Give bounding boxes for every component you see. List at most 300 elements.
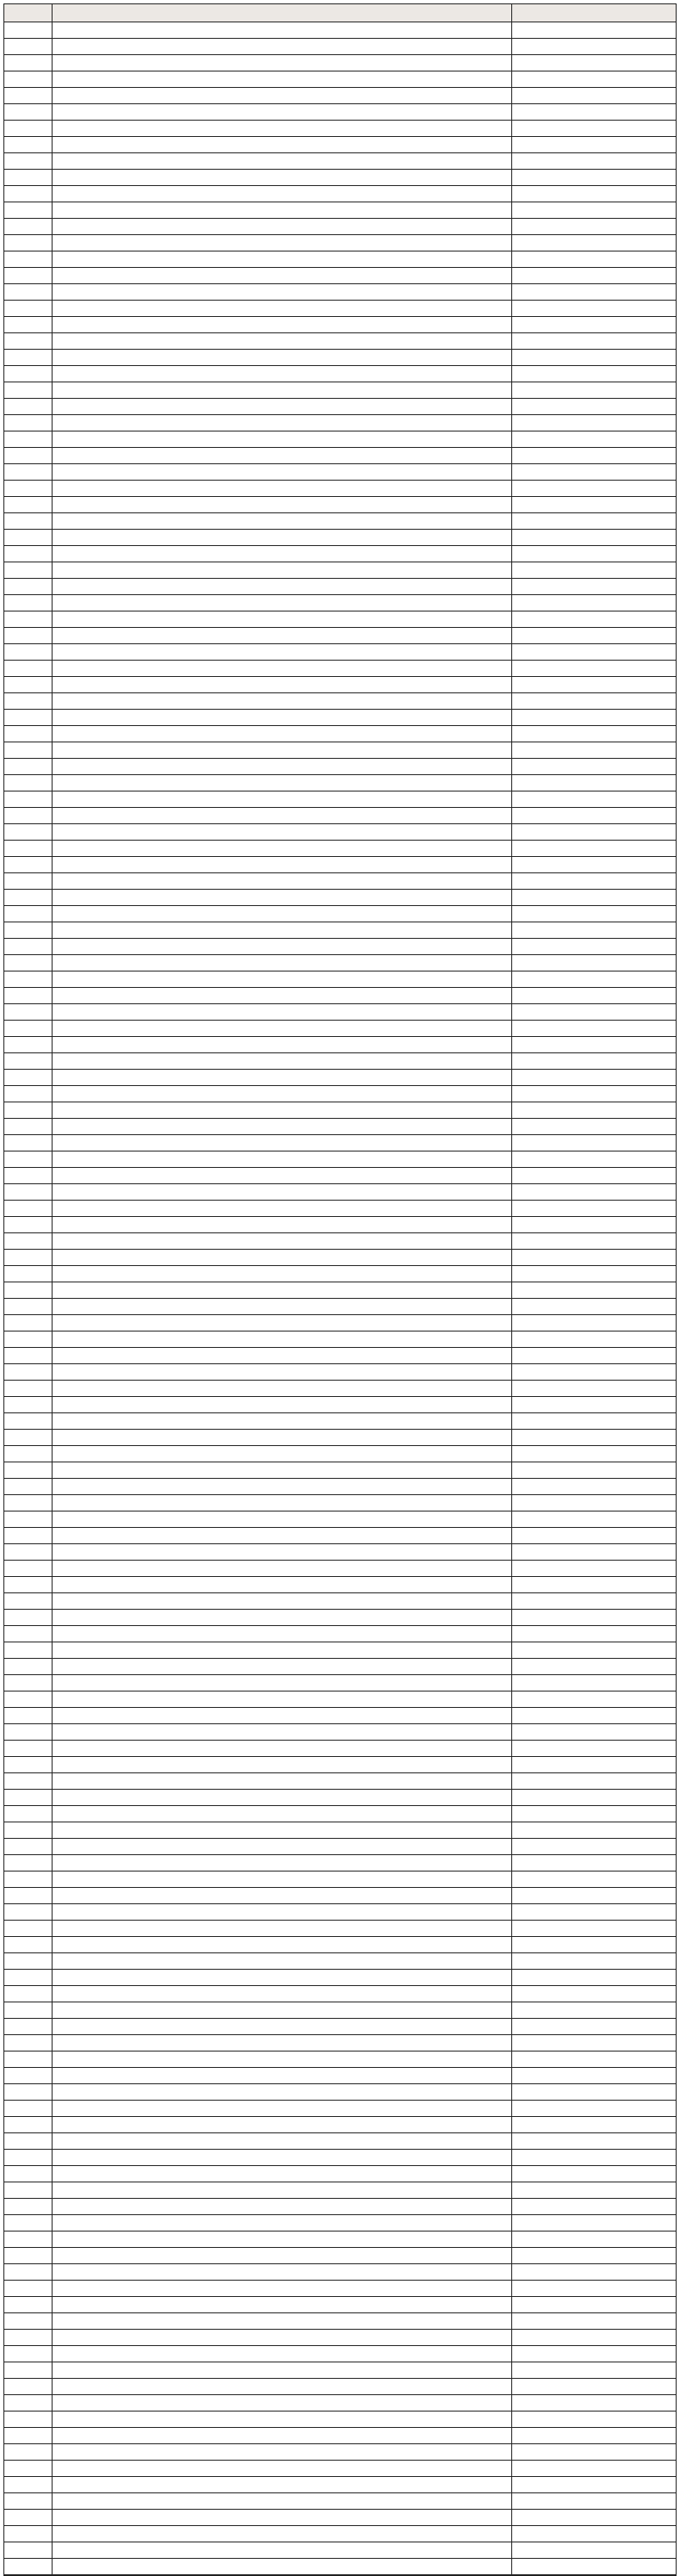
example-cell	[512, 1184, 676, 1200]
code-cell	[4, 1086, 53, 1102]
code-cell	[4, 2199, 53, 2214]
code-cell	[4, 284, 53, 300]
example-cell	[512, 988, 676, 1003]
example-cell	[512, 2330, 676, 2345]
example-cell	[512, 382, 676, 398]
example-cell	[512, 890, 676, 905]
example-cell	[512, 611, 676, 627]
code-cell	[4, 1119, 53, 1134]
code-cell	[4, 1822, 53, 1838]
table-row	[4, 1822, 676, 1839]
table-row	[4, 1135, 676, 1151]
description-cell	[53, 1021, 512, 1036]
table-row	[4, 88, 676, 104]
example-cell	[512, 219, 676, 234]
description-cell	[53, 366, 512, 382]
code-cell	[4, 1626, 53, 1642]
code-cell	[4, 1986, 53, 2002]
description-cell	[53, 1659, 512, 1674]
description-cell	[53, 1282, 512, 1298]
code-cell	[4, 677, 53, 692]
example-cell	[512, 366, 676, 382]
description-cell	[53, 2379, 512, 2394]
description-cell	[53, 726, 512, 742]
code-cell	[4, 55, 53, 71]
table-row	[4, 1757, 676, 1773]
table-row	[4, 1708, 676, 1724]
code-cell	[4, 2051, 53, 2067]
code-cell	[4, 137, 53, 152]
description-cell	[53, 251, 512, 267]
description-cell	[53, 235, 512, 251]
example-cell	[512, 1773, 676, 1789]
code-column-header	[4, 4, 53, 22]
table-row	[4, 1626, 676, 1642]
description-cell	[53, 431, 512, 447]
code-cell	[4, 317, 53, 332]
table-row	[4, 1266, 676, 1282]
description-cell	[53, 562, 512, 578]
example-cell	[512, 2264, 676, 2280]
example-cell	[512, 2297, 676, 2312]
description-cell	[53, 1544, 512, 1560]
example-cell	[512, 2542, 676, 2558]
example-cell	[512, 1544, 676, 1560]
example-cell	[512, 1364, 676, 1380]
table-row	[4, 1201, 676, 1217]
description-cell	[53, 1364, 512, 1380]
example-cell	[512, 693, 676, 709]
code-cell	[4, 1184, 53, 1200]
code-cell	[4, 1921, 53, 1936]
example-cell	[512, 88, 676, 103]
description-cell	[53, 2166, 512, 2182]
table-row	[4, 1397, 676, 1413]
description-cell	[53, 350, 512, 365]
description-cell	[53, 2330, 512, 2345]
code-cell	[4, 1642, 53, 1658]
example-cell	[512, 121, 676, 136]
example-cell	[512, 415, 676, 431]
description-cell	[53, 2117, 512, 2132]
description-cell	[53, 1871, 512, 1887]
code-cell	[4, 2084, 53, 2100]
table-row	[4, 1970, 676, 1986]
description-cell	[53, 2395, 512, 2411]
table-row	[4, 988, 676, 1004]
example-cell	[512, 2362, 676, 2378]
example-cell	[512, 2150, 676, 2165]
code-cell	[4, 1904, 53, 1920]
example-cell	[512, 1708, 676, 1723]
table-row	[4, 1168, 676, 1184]
example-cell	[512, 1102, 676, 1118]
example-cell	[512, 170, 676, 185]
table-row	[4, 906, 676, 922]
description-cell	[53, 513, 512, 529]
example-cell	[512, 2035, 676, 2051]
code-cell	[4, 2493, 53, 2509]
example-cell	[512, 71, 676, 87]
description-cell	[53, 2542, 512, 2558]
example-cell	[512, 857, 676, 872]
description-cell	[53, 955, 512, 971]
code-cell	[4, 1888, 53, 1903]
example-cell	[512, 1741, 676, 1756]
table-row	[4, 1806, 676, 1822]
description-cell	[53, 39, 512, 54]
table-row	[4, 2297, 676, 2313]
table-row	[4, 2346, 676, 2362]
example-cell	[512, 759, 676, 774]
table-row	[4, 2182, 676, 2199]
example-cell	[512, 1855, 676, 1871]
example-cell	[512, 1348, 676, 1363]
description-cell	[53, 2215, 512, 2231]
table-row	[4, 1299, 676, 1315]
description-cell	[53, 1953, 512, 1969]
code-cell	[4, 415, 53, 431]
description-cell	[53, 2297, 512, 2312]
table-row	[4, 726, 676, 742]
table-row	[4, 268, 676, 284]
description-cell	[53, 1135, 512, 1151]
table-row	[4, 1724, 676, 1741]
table-row	[4, 1004, 676, 1021]
code-cell	[4, 2231, 53, 2247]
description-cell	[53, 284, 512, 300]
code-cell	[4, 464, 53, 480]
code-cell	[4, 824, 53, 840]
description-cell	[53, 22, 512, 38]
table-row	[4, 1839, 676, 1855]
table-row	[4, 350, 676, 366]
code-cell	[4, 88, 53, 103]
example-cell	[512, 1921, 676, 1936]
table-row	[4, 2313, 676, 2330]
table-row	[4, 611, 676, 628]
table-row	[4, 22, 676, 39]
table-row	[4, 39, 676, 55]
table-row	[4, 710, 676, 726]
table-row	[4, 55, 676, 71]
example-cell	[512, 579, 676, 594]
code-cell	[4, 1102, 53, 1118]
description-cell	[53, 1119, 512, 1134]
code-cell	[4, 1381, 53, 1396]
table-row	[4, 431, 676, 448]
description-cell	[53, 1184, 512, 1200]
code-cell	[4, 710, 53, 725]
description-cell	[53, 186, 512, 202]
code-cell	[4, 1299, 53, 1314]
description-cell	[53, 1986, 512, 2002]
table-row	[4, 1593, 676, 1610]
code-cell	[4, 2117, 53, 2132]
code-cell	[4, 1430, 53, 1445]
description-cell	[53, 481, 512, 496]
code-cell	[4, 2182, 53, 2198]
code-cell	[4, 2313, 53, 2329]
example-cell	[512, 2510, 676, 2525]
description-cell	[53, 497, 512, 512]
example-cell	[512, 1233, 676, 1249]
table-row	[4, 2084, 676, 2101]
table-row	[4, 1790, 676, 1806]
example-cell	[512, 1299, 676, 1314]
code-cell	[4, 742, 53, 758]
example-cell	[512, 333, 676, 349]
table-row	[4, 202, 676, 219]
table-row	[4, 857, 676, 873]
table-row	[4, 791, 676, 808]
code-cell	[4, 448, 53, 463]
example-cell	[512, 1151, 676, 1167]
code-cell	[4, 579, 53, 594]
code-cell	[4, 562, 53, 578]
code-cell	[4, 971, 53, 987]
code-cell	[4, 2559, 53, 2574]
code-cell	[4, 350, 53, 365]
example-cell	[512, 2199, 676, 2214]
code-cell	[4, 497, 53, 512]
table-row	[4, 628, 676, 644]
description-cell	[53, 2444, 512, 2460]
example-cell	[512, 202, 676, 218]
table-row	[4, 399, 676, 415]
example-cell	[512, 235, 676, 251]
example-cell	[512, 661, 676, 676]
description-cell	[53, 170, 512, 185]
description-cell	[53, 1921, 512, 1936]
description-cell	[53, 742, 512, 758]
table-row	[4, 2051, 676, 2068]
description-cell	[53, 1642, 512, 1658]
description-cell	[53, 1381, 512, 1396]
description-cell	[53, 2264, 512, 2280]
code-cell	[4, 1855, 53, 1871]
description-cell	[53, 1839, 512, 1854]
example-cell	[512, 104, 676, 120]
example-cell	[512, 1201, 676, 1216]
code-cell	[4, 2215, 53, 2231]
code-cell	[4, 1691, 53, 1707]
code-cell	[4, 170, 53, 185]
table-row	[4, 1904, 676, 1921]
description-cell	[53, 2559, 512, 2574]
table-row	[4, 922, 676, 939]
description-cell	[53, 2002, 512, 2018]
table-row	[4, 1773, 676, 1790]
code-cell	[4, 1413, 53, 1429]
description-cell	[53, 1855, 512, 1871]
example-cell	[512, 677, 676, 692]
example-cell	[512, 1642, 676, 1658]
code-cell	[4, 1528, 53, 1543]
table-row	[4, 1921, 676, 1937]
example-cell	[512, 546, 676, 562]
description-cell	[53, 121, 512, 136]
code-cell	[4, 1315, 53, 1331]
table-row	[4, 595, 676, 611]
table-row	[4, 1151, 676, 1168]
description-cell	[53, 2068, 512, 2083]
description-cell	[53, 2346, 512, 2362]
description-cell	[53, 55, 512, 71]
table-row	[4, 1446, 676, 1462]
table-row	[4, 2493, 676, 2510]
table-row	[4, 104, 676, 121]
table-row	[4, 497, 676, 513]
code-cell	[4, 1970, 53, 1985]
code-cell	[4, 1135, 53, 1151]
example-cell	[512, 1691, 676, 1707]
table-row	[4, 333, 676, 350]
example-cell	[512, 644, 676, 660]
description-cell	[53, 1151, 512, 1167]
table-row	[4, 824, 676, 841]
code-cell	[4, 2101, 53, 2116]
example-cell	[512, 431, 676, 447]
description-cell	[53, 1888, 512, 1903]
example-cell	[512, 1053, 676, 1069]
example-cell	[512, 317, 676, 332]
table-row	[4, 1544, 676, 1561]
table-row	[4, 873, 676, 890]
table-row	[4, 317, 676, 333]
example-cell	[512, 153, 676, 169]
code-cell	[4, 1070, 53, 1085]
description-cell	[53, 104, 512, 120]
example-cell	[512, 2215, 676, 2231]
example-cell	[512, 448, 676, 463]
table-row	[4, 1642, 676, 1659]
code-cell	[4, 431, 53, 447]
example-cell	[512, 1593, 676, 1609]
example-cell	[512, 39, 676, 54]
description-cell	[53, 1528, 512, 1543]
description-cell	[53, 1233, 512, 1249]
table-row	[4, 1691, 676, 1708]
description-cell	[53, 1708, 512, 1723]
code-cell	[4, 1544, 53, 1560]
example-cell	[512, 22, 676, 38]
description-cell	[53, 1741, 512, 1756]
description-cell	[53, 922, 512, 938]
code-cell	[4, 301, 53, 316]
description-cell	[53, 2150, 512, 2165]
code-cell	[4, 1511, 53, 1527]
code-cell	[4, 22, 53, 38]
example-cell	[512, 1757, 676, 1772]
table-row	[4, 415, 676, 431]
example-cell	[512, 955, 676, 971]
example-cell	[512, 2428, 676, 2443]
description-cell	[53, 2248, 512, 2263]
table-row	[4, 284, 676, 301]
example-cell	[512, 562, 676, 578]
description-cell	[53, 1446, 512, 1462]
table-row	[4, 121, 676, 137]
code-cell	[4, 530, 53, 545]
description-cell	[53, 1495, 512, 1511]
table-row	[4, 235, 676, 251]
example-cell	[512, 1806, 676, 1822]
table-row	[4, 579, 676, 595]
description-cell	[53, 415, 512, 431]
table-row	[4, 808, 676, 824]
description-cell	[53, 2313, 512, 2329]
example-cell	[512, 1528, 676, 1543]
code-cell	[4, 890, 53, 905]
description-cell	[53, 1970, 512, 1985]
table-row	[4, 1086, 676, 1102]
table-header	[4, 4, 676, 22]
example-cell	[512, 1659, 676, 1674]
code-cell	[4, 595, 53, 611]
description-cell	[53, 1806, 512, 1822]
table-row	[4, 1331, 676, 1348]
code-cell	[4, 857, 53, 872]
table-row	[4, 251, 676, 268]
description-cell	[53, 2084, 512, 2100]
code-cell	[4, 481, 53, 496]
example-cell	[512, 1331, 676, 1347]
table-row	[4, 301, 676, 317]
description-cell	[53, 939, 512, 954]
description-cell	[53, 1217, 512, 1232]
code-cell	[4, 1021, 53, 1036]
example-cell	[512, 1839, 676, 1854]
example-cell	[512, 971, 676, 987]
table-row	[4, 170, 676, 186]
table-row	[4, 1953, 676, 1970]
code-cell	[4, 2362, 53, 2378]
table-row	[4, 1364, 676, 1381]
description-cell	[53, 1053, 512, 1069]
code-cell	[4, 1757, 53, 1772]
description-cell	[53, 1266, 512, 1282]
code-cell	[4, 1675, 53, 1691]
code-cell	[4, 186, 53, 202]
example-cell	[512, 1070, 676, 1085]
code-cell	[4, 2264, 53, 2280]
example-cell	[512, 2461, 676, 2476]
table-row	[4, 955, 676, 971]
code-cell	[4, 1348, 53, 1363]
description-cell	[53, 2199, 512, 2214]
table-row	[4, 1577, 676, 1593]
description-cell	[53, 2493, 512, 2509]
example-cell	[512, 464, 676, 480]
code-cell	[4, 2461, 53, 2476]
table-row	[4, 2477, 676, 2493]
table-row	[4, 677, 676, 693]
code-cell	[4, 759, 53, 774]
description-cell	[53, 1822, 512, 1838]
description-cell	[53, 1430, 512, 1445]
example-cell	[512, 2002, 676, 2018]
code-cell	[4, 955, 53, 971]
example-cell	[512, 2166, 676, 2182]
code-cell	[4, 628, 53, 643]
example-cell	[512, 1021, 676, 1036]
table-row	[4, 2281, 676, 2297]
description-cell	[53, 399, 512, 414]
table-row	[4, 1233, 676, 1250]
description-cell	[53, 2231, 512, 2247]
table-row	[4, 644, 676, 661]
